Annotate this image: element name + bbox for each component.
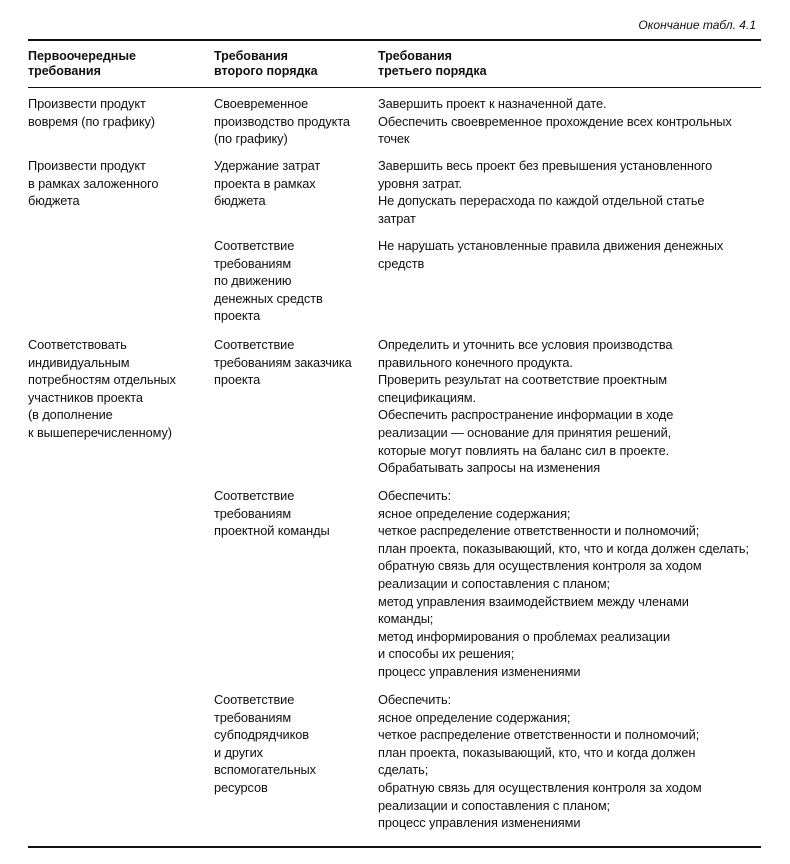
- row-2-third: Завершить весь проект без превышения установленного уровня затрат. Не допускать перерасхода по каждой отдельной статье затрат: [378, 158, 713, 226]
- row-2-second: Удержание затрат проекта в рамках бюджета: [214, 158, 321, 209]
- header-second-order: Требования второго порядка: [214, 49, 318, 78]
- table-caption: Окончание табл. 4.1: [638, 18, 756, 32]
- row-3-third: Не нарушать установленные правила движения денежных средств: [378, 238, 724, 271]
- row-6-second: Соответствие требованиям субподрядчиков и других вспомогательных ресурсов: [214, 692, 316, 795]
- header-third-order: Требования третьего порядка: [378, 49, 487, 78]
- row-1-third: Завершить проект к назначенной дате. Обеспечить своевременное прохождение всех контрольных точек: [378, 96, 732, 147]
- header-rule: [28, 87, 761, 88]
- row-1-primary: Произвести продукт вовремя (по графику): [28, 96, 155, 129]
- row-2-primary: Произвести продукт в рамках заложенного бюджета: [28, 158, 159, 209]
- row-5-second: Соответствие требованиям проектной команды: [214, 488, 330, 539]
- row-5-third: Обеспечить: ясное определение содержания; четкое распределение ответственности и полномочий; план проекта, показывающий, кто, что и когда должен сделать; обратную связь для осуществления контроля за ходом реализации и сопоставления с планом; метод управления взаимодействием между членами команды; метод информирования о проблемах реализации и способы их решения; процесс управления изменениями: [378, 488, 749, 679]
- header-primary: Первоочередные требования: [28, 49, 136, 78]
- row-4-third: Определить и уточнить все условия производства правильного конечного продукта. Проверить результат на соответствие проектным спецификациям. Обеспечить распространение информации в ходе реализации — основание для принятия решений, которые могут повлиять на баланс сил в проекте. Обрабатывать запросы на изменения: [378, 337, 674, 476]
- row-3-second: Соответствие требованиям по движению денежных средств проекта: [214, 238, 323, 324]
- row-4-primary: Соответствовать индивидуальным потребностям отдельных участников проекта (в дополнение к вышеперечисленному): [28, 337, 176, 440]
- row-1-second: Своевременное производство продукта (по графику): [214, 96, 350, 147]
- bottom-rule: [28, 846, 761, 848]
- top-rule: [28, 39, 761, 41]
- row-6-third: Обеспечить: ясное определение содержания; четкое распределение ответственности и полномочий; план проекта, показывающий, кто, что и когда должен сделать; обратную связь для осуществления контроля за ходом реализации и сопоставления с планом; процесс управления изменениями: [378, 692, 702, 831]
- row-4-second: Соответствие требованиям заказчика проекта: [214, 337, 352, 388]
